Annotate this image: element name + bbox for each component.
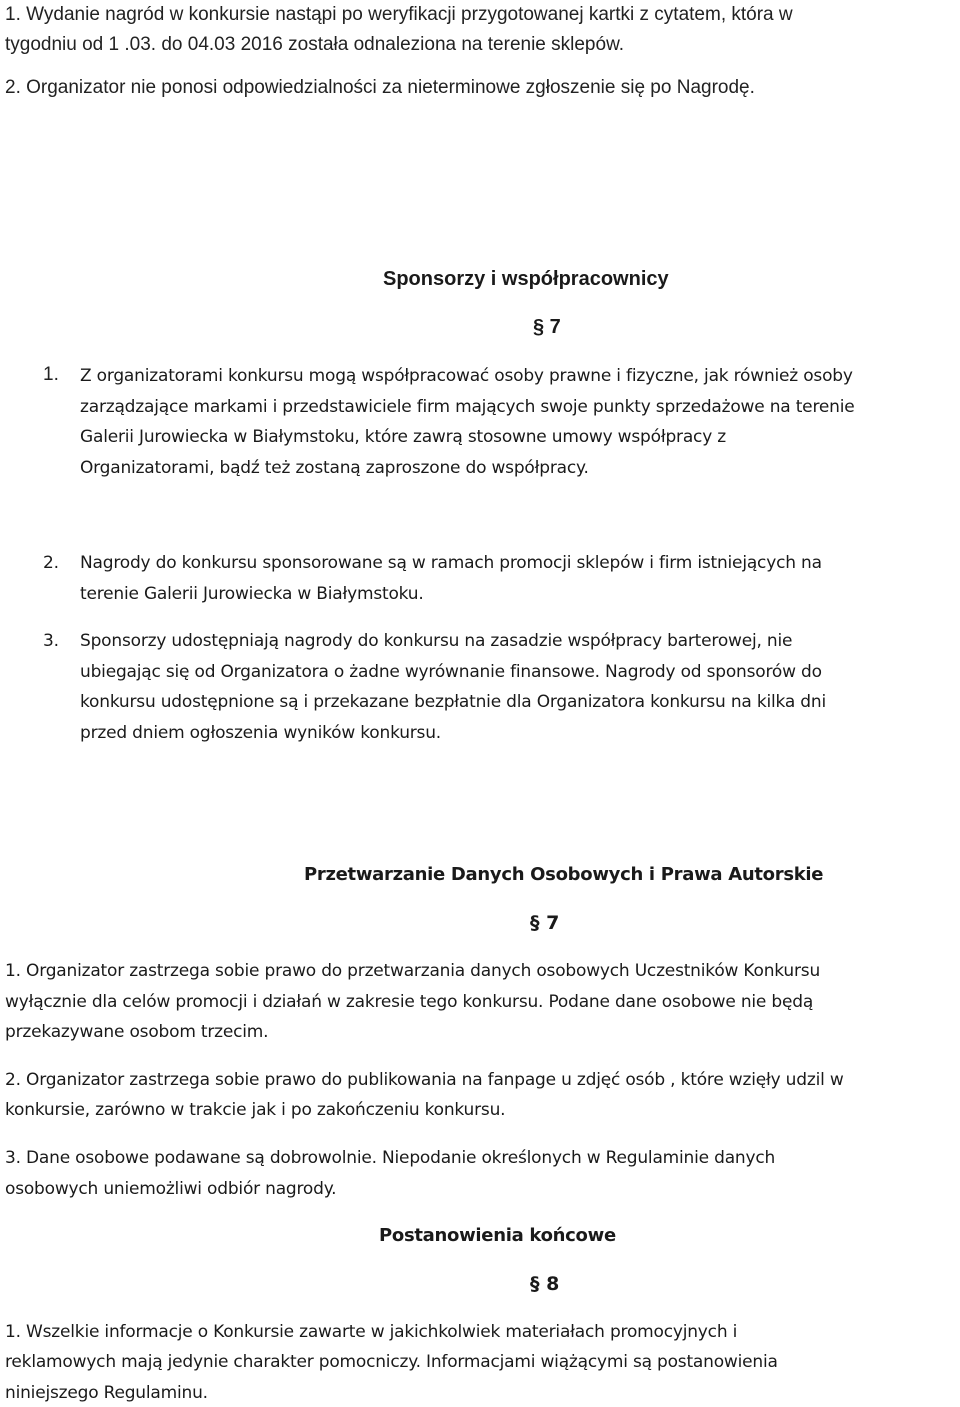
sponsors-item3-num: 3.	[43, 631, 59, 651]
data-item3-line1: 3. Dane osobowe podawane są dobrowolnie. Niepodanie określonych w Regulaminie danych	[5, 1148, 776, 1168]
final-item1-line1: 1. Wszelkie informacje o Konkursie zawarte w jakichkolwiek materiałach promocyjnych i	[5, 1322, 738, 1342]
sponsors-item2-line2: terenie Galerii Jurowiecka w Białymstoku.	[80, 584, 424, 604]
sponsors-item1-line1: Z organizatorami konkursu mogą współpracować osoby prawne i fizyczne, jak również osoby	[80, 366, 853, 386]
data-processing-heading: Przetwarzanie Danych Osobowych i Prawa Autorskie	[304, 864, 824, 885]
data-item1-line2: wyłącznie dla celów promocji i działań w zakresie tego konkursu. Podane dane osobowe nie będą	[5, 992, 814, 1012]
sponsors-item3-line2: ubiegając się od Organizatora o żadne wyrównanie finansowe. Nagrody od sponsorów do	[80, 662, 822, 682]
sponsors-item2-num: 2.	[43, 553, 59, 573]
sponsors-item1-line2: zarządzające markami i przedstawiciele firm mających swoje punkty sprzedażowe na terenie	[80, 397, 855, 417]
data-item2-line1: 2. Organizator zastrzega sobie prawo do publikowania na fanpage u zdjęć osób , które wzięły udzil w	[5, 1070, 844, 1090]
sponsors-item2-line1: Nagrody do konkursu sponsorowane są w ramach promocji sklepów i firm istniejących na	[80, 553, 822, 573]
final-item1-line3: niniejszego Regulaminu.	[5, 1383, 208, 1403]
final-heading: Postanowienia końcowe	[379, 1225, 616, 1246]
sponsors-heading: Sponsorzy i współpracownicy	[383, 268, 669, 290]
sponsors-item1-line3: Galerii Jurowiecka w Białymstoku, które zawrą stosowne umowy współpracy z	[80, 427, 726, 447]
prizes-item2: 2. Organizator nie ponosi odpowiedzialności za nieterminowe zgłoszenie się po Nagrodę.	[5, 77, 755, 98]
sponsors-item3-line3: konkursu udostępnione są i przekazane bezpłatnie dla Organizatora konkursu na kilka dni	[80, 692, 826, 712]
sponsors-item1-num: 1.	[43, 364, 59, 385]
sponsors-item3-line4: przed dniem ogłoszenia wyników konkursu.	[80, 723, 441, 743]
data-item1-line1: 1. Organizator zastrzega sobie prawo do przetwarzania danych osobowych Uczestników Konkursu	[5, 961, 821, 981]
data-item3-line2: osobowych uniemożliwi odbiór nagrody.	[5, 1179, 337, 1199]
sponsors-paragraph-sign: § 7	[533, 316, 561, 338]
final-item1-line2: reklamowych mają jedynie charakter pomocniczy. Informacjami wiążącymi są postanowienia	[5, 1352, 778, 1372]
prizes-item1-line1: 1. Wydanie nagród w konkursie nastąpi po weryfikacji przygotowanej kartki z cytatem, która w	[5, 4, 793, 25]
data-processing-paragraph-sign: § 7	[530, 912, 560, 934]
data-item2-line2: konkursie, zarówno w trakcie jak i po zakończeniu konkursu.	[5, 1100, 506, 1120]
data-item1-line3: przekazywane osobom trzecim.	[5, 1022, 269, 1042]
final-paragraph-sign: § 8	[530, 1273, 560, 1295]
sponsors-item1-line4: Organizatorami, bądź też zostaną zaproszone do współpracy.	[80, 458, 589, 478]
prizes-item1-line2: tygodniu od 1 .03. do 04.03 2016 została odnaleziona na terenie sklepów.	[5, 34, 625, 55]
sponsors-item3-line1: Sponsorzy udostępniają nagrody do konkursu na zasadzie współpracy barterowej, nie	[80, 631, 793, 651]
